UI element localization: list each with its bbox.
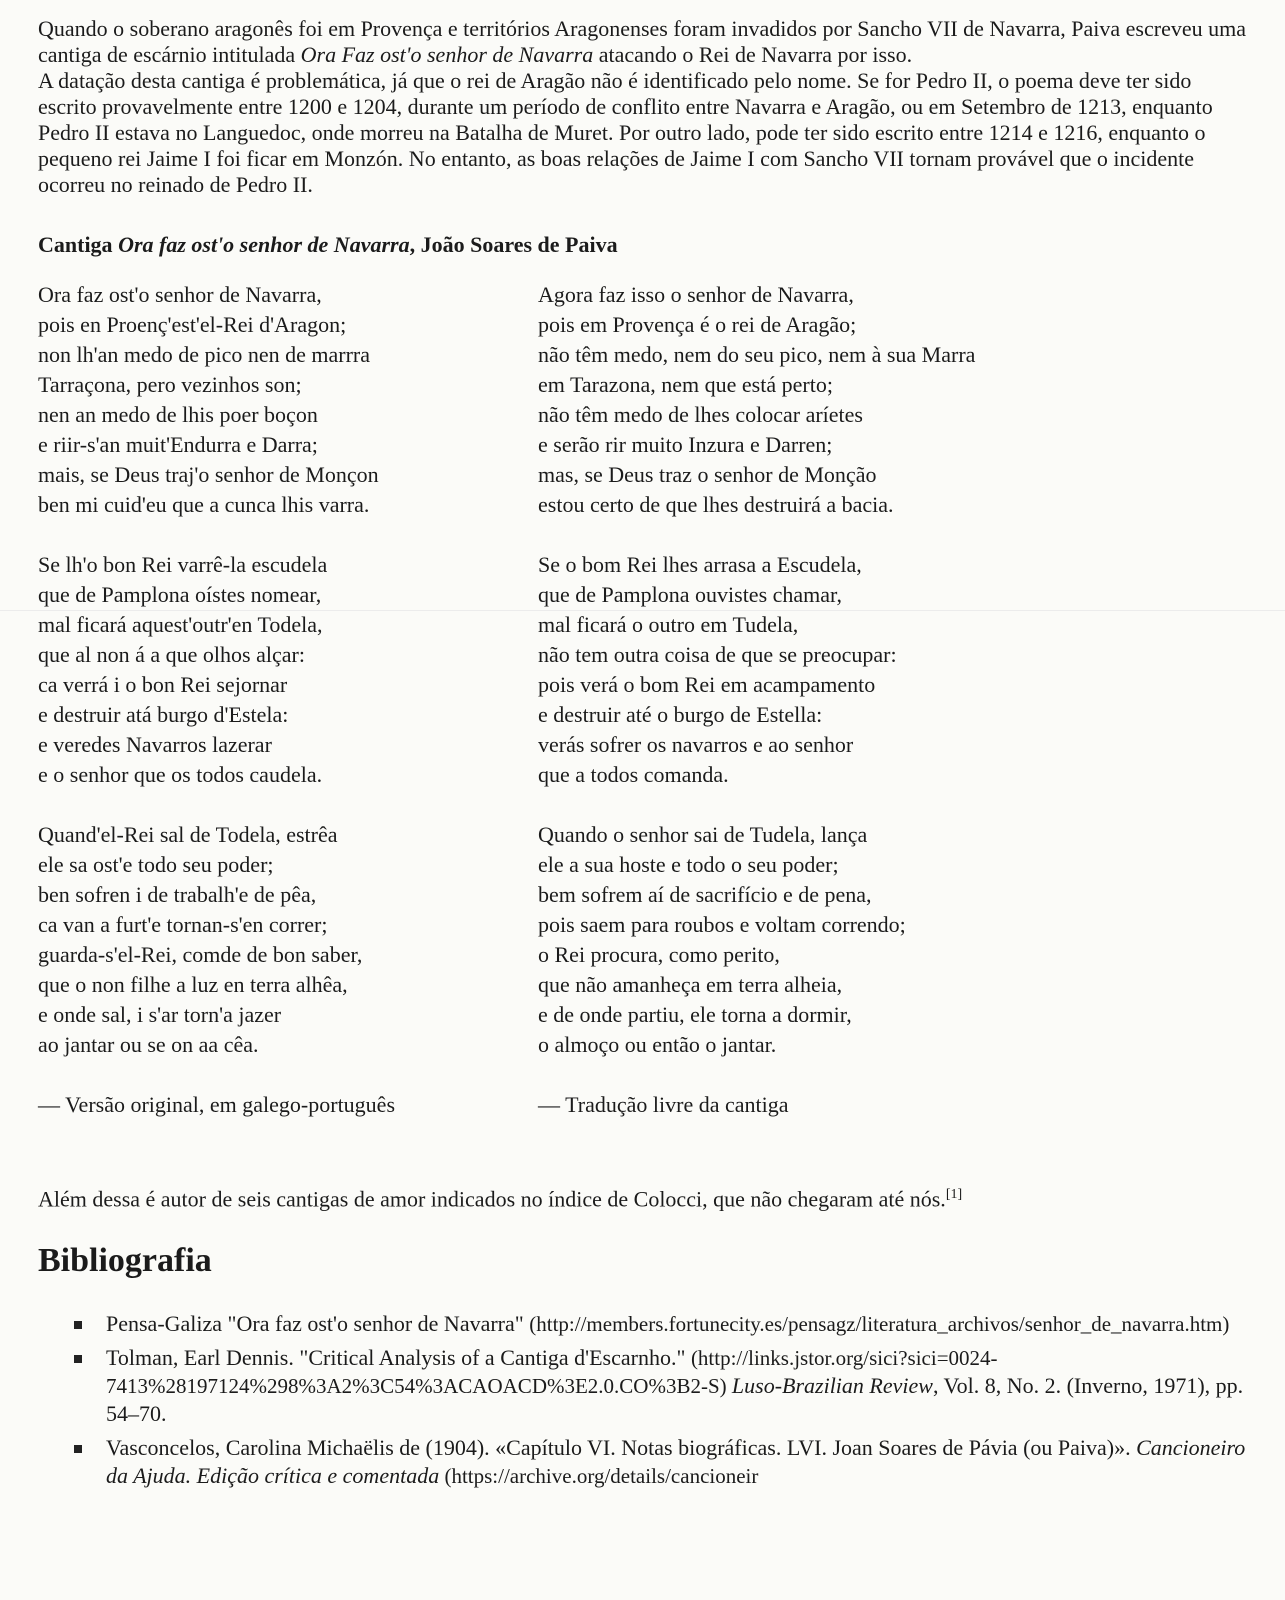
poem-line: mal ficará aquest'outr'en Todela, bbox=[38, 612, 323, 637]
bibliography-heading: Bibliografia bbox=[38, 1242, 212, 1280]
original-stanza bbox=[38, 820, 538, 1060]
poem-line: nen an medo de lhis poer boçon bbox=[38, 402, 318, 427]
poem-line: e destruir até o burgo de Estella: bbox=[538, 702, 823, 727]
original-stanza bbox=[38, 280, 538, 520]
translation-stanza bbox=[538, 550, 1218, 790]
poem-line: que não amanheça em terra alheia, bbox=[538, 972, 843, 997]
after-text: Além dessa é autor de seis cantigas de amor indicados no índice de Colocci, que não chegaram até nós. bbox=[38, 1186, 946, 1212]
heading-author: , João Soares de Paiva bbox=[409, 232, 618, 257]
poem-line: mais, se Deus traj'o senhor de Monçon bbox=[38, 462, 379, 487]
original-attribution: — Versão original, em galego-português bbox=[38, 1092, 396, 1117]
poem-line: pois saem para roubos e voltam correndo; bbox=[538, 912, 906, 937]
bibliography-item bbox=[74, 1434, 1247, 1490]
translation-column bbox=[538, 280, 1218, 1120]
poem-line: e onde sal, i s'ar torn'a jazer bbox=[38, 1002, 282, 1027]
poem-line: ao jantar ou se on aa cêa. bbox=[38, 1032, 259, 1057]
poem-line: e serão rir muito Inzura e Darren; bbox=[538, 432, 833, 457]
bib-text-rest: , Vol. 8, No. 2. (Inverno, 1971), pp. 54–70. bbox=[106, 1373, 1244, 1427]
poem-line: non lh'an medo de pico nen de marrra bbox=[38, 342, 371, 367]
intro-text: Quando o soberano aragonês foi em Provença e territórios Aragonenses foram invadidos por Sancho VII de Navarra, Paiva escreveu uma cantiga de escárnio intitulada bbox=[38, 16, 1246, 67]
poem-line: e riir-s'an muit'Endurra e Darra; bbox=[38, 432, 318, 457]
poem-line: Quando o senhor sai de Tudela, lança bbox=[538, 822, 868, 847]
poem-line: e veredes Navarros lazerar bbox=[38, 732, 272, 757]
bullet-icon bbox=[74, 1445, 82, 1453]
poem-line: pois en Proenç'est'el-Rei d'Aragon; bbox=[38, 312, 347, 337]
after-paragraph bbox=[38, 1180, 1247, 1214]
poem-line: ele a sua hoste e todo o seu poder; bbox=[538, 852, 839, 877]
bib-link[interactable]: (http://links.jstor.org/sici?sici=0024-7413%28197124%298%3A2%3C54%3ACAOACD%3E2.0.CO%3B2-S) bbox=[106, 1346, 998, 1399]
poem-line: Se lh'o bon Rei varrê-la escudela bbox=[38, 552, 328, 577]
poem-line: Se o bom Rei lhes arrasa a Escudela, bbox=[538, 552, 862, 577]
cantiga-title-inline: Ora Faz ost'o senhor de Navarra bbox=[300, 42, 594, 67]
poem-line: que de Pamplona ouvistes chamar, bbox=[538, 582, 842, 607]
poem-line: ele sa ost'e todo seu poder; bbox=[38, 852, 274, 877]
poem-line: bem sofrem aí de sacrifício e de pena, bbox=[538, 882, 872, 907]
poem-line: mas, se Deus traz o senhor de Monção bbox=[538, 462, 877, 487]
translation-stanza bbox=[538, 280, 1218, 520]
poem-line: e de onde partiu, ele torna a dormir, bbox=[538, 1002, 852, 1027]
bib-text: Tolman, Earl Dennis. "Critical Analysis of a Cantiga d'Escarnho." bbox=[106, 1345, 691, 1371]
poem-line: guarda-s'el-Rei, comde de bon saber, bbox=[38, 942, 363, 967]
bib-text: Pensa-Galiza "Ora faz ost'o senhor de Navarra" bbox=[106, 1311, 530, 1337]
bibliography-item bbox=[74, 1344, 1247, 1428]
poem-line: Ora faz ost'o senhor de Navarra, bbox=[38, 282, 322, 307]
poem-line: não têm medo de lhes colocar aríetes bbox=[538, 402, 863, 427]
cantiga-heading bbox=[38, 232, 1247, 258]
bullet-icon bbox=[74, 1355, 82, 1363]
bib-text: Vasconcelos, Carolina Michaëlis de (1904). «Capítulo VI. Notas biográficas. LVI. Joan Soares de Pávia (ou Paiva)». bbox=[106, 1435, 1137, 1461]
poem-line: ca van a furt'e tornan-s'en correr; bbox=[38, 912, 328, 937]
paper-fold-line bbox=[0, 610, 1285, 611]
poem-line: verás sofrer os navarros e ao senhor bbox=[538, 732, 854, 757]
poem-line: e destruir atá burgo d'Estela: bbox=[38, 702, 289, 727]
bib-link[interactable]: (http://members.fortunecity.es/pensagz/literatura_archivos/senhor_de_navarra.htm) bbox=[529, 1312, 1230, 1337]
poem-line: o almoço ou então o jantar. bbox=[538, 1032, 777, 1057]
poem-line: que o non filhe a luz en terra alhêa, bbox=[38, 972, 348, 997]
bullet-icon bbox=[74, 1321, 82, 1329]
poem-line: que a todos comanda. bbox=[538, 762, 729, 787]
intro-section bbox=[38, 16, 1247, 198]
heading-prefix: Cantiga bbox=[38, 232, 119, 257]
poem-line: não tem outra coisa de que se preocupar: bbox=[538, 642, 897, 667]
poem-line: Agora faz isso o senhor de Navarra, bbox=[538, 282, 854, 307]
bibliography-list bbox=[38, 1310, 1247, 1490]
original-stanza bbox=[38, 550, 538, 790]
poem-line: que de Pamplona oístes nomear, bbox=[38, 582, 322, 607]
poem-line: não têm medo, nem do seu pico, nem à sua Marra bbox=[538, 342, 976, 367]
poem-line: em Tarazona, nem que está perto; bbox=[538, 372, 833, 397]
poem-columns bbox=[38, 280, 1247, 1120]
heading-title: Ora faz ost'o senhor de Navarra bbox=[118, 232, 410, 257]
bibliography-item bbox=[74, 1310, 1247, 1338]
poem-line: o Rei procura, como perito, bbox=[538, 942, 780, 967]
translation-stanza bbox=[538, 820, 1218, 1060]
poem-line: Quand'el-Rei sal de Todela, estrêa bbox=[38, 822, 338, 847]
poem-line: Tarraçona, pero vezinhos son; bbox=[38, 372, 302, 397]
poem-line: estou certo de que lhes destruirá a bacia. bbox=[538, 492, 894, 517]
original-column bbox=[38, 280, 538, 1120]
footnote-link[interactable]: [1] bbox=[945, 1187, 963, 1202]
intro-text-end: atacando o Rei de Navarra por isso. bbox=[593, 42, 913, 67]
poem-line: pois verá o bom Rei em acampamento bbox=[538, 672, 876, 697]
poem-line: ca verrá i o bon Rei sejornar bbox=[38, 672, 288, 697]
poem-line: mal ficará o outro em Tudela, bbox=[538, 612, 799, 637]
bib-journal: Cancioneiro da Ajuda. Edição crítica e comentada bbox=[106, 1435, 1246, 1489]
poem-line: ben sofren i de trabalh'e de pêa, bbox=[38, 882, 317, 907]
translation-attribution: — Tradução livre da cantiga bbox=[538, 1092, 789, 1117]
bib-journal: Luso-Brazilian Review bbox=[731, 1373, 933, 1399]
bib-link[interactable]: (https://archive.org/details/cancioneir bbox=[439, 1464, 759, 1489]
intro-paragraph-2: A datação desta cantiga é problemática, já que o rei de Aragão não é identificado pelo nome. Se for Pedro II, o poema deve ter sido escrito provavelmente entre 1200 e 1204, durante um período de conflito entre Navarra e Aragão, ou em Setembro de 1213, enquanto Pedro II estava no Languedoc, onde morreu na Batalha de Muret. Por outro lado, pode ter sido escrito entre 1214 e 1216, enquanto o pequeno rei Jaime I foi ficar em Monzón. No entanto, as boas relações de Jaime I com Sancho VII tornam provável que o incidente ocorreu no reinado de Pedro II. bbox=[38, 68, 1213, 197]
poem-line: pois em Provença é o rei de Aragão; bbox=[538, 312, 857, 337]
poem-line: que al non á a que olhos alçar: bbox=[38, 642, 305, 667]
poem-line: ben mi cuid'eu que a cunca lhis varra. bbox=[38, 492, 370, 517]
intro-paragraph-1 bbox=[38, 16, 1247, 68]
poem-line: e o senhor que os todos caudela. bbox=[38, 762, 323, 787]
